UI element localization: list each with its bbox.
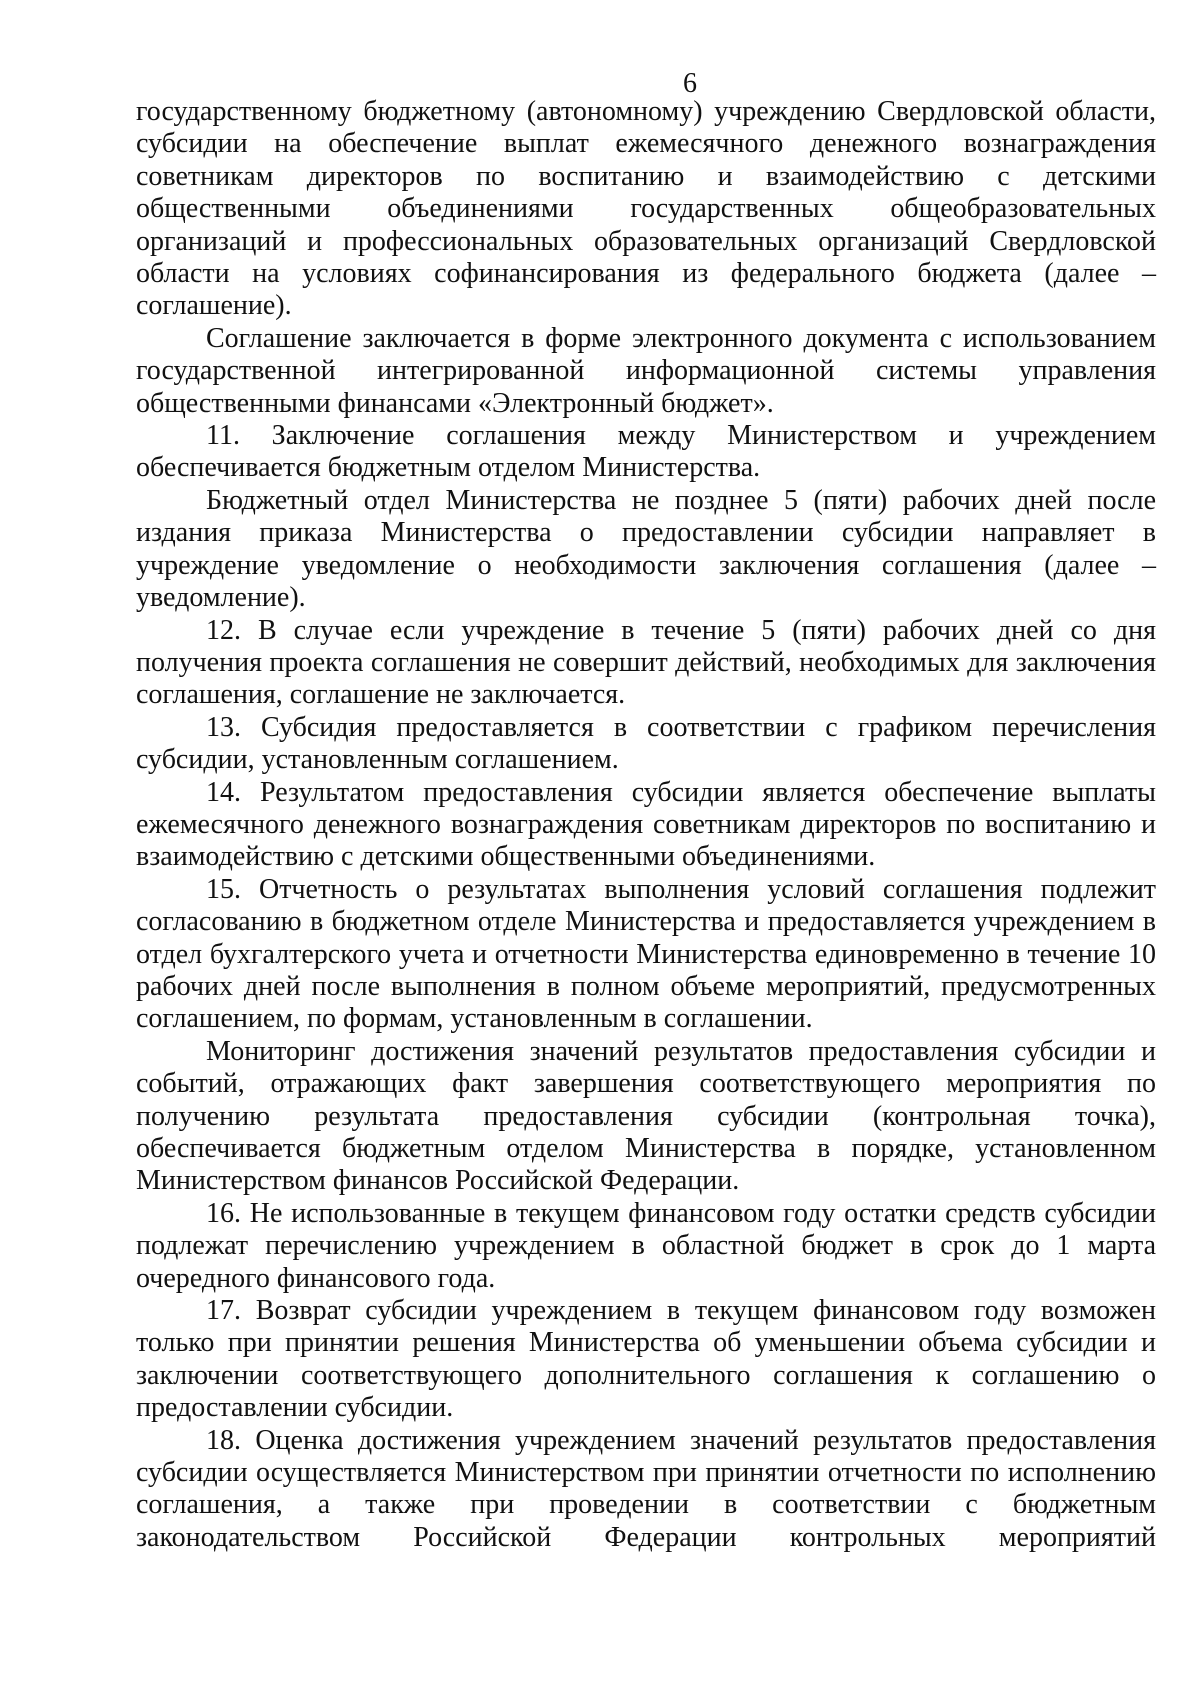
paragraph-item-16: 16. Не использованные в текущем финансовом году остатки средств субсидии подлежат перечислению учреждением в областной бюджет в срок до 1 марта очередного финансового года. [136,1197,1156,1294]
paragraph-item-15-monitoring: Мониторинг достижения значений результатов предоставления субсидии и событий, отражающих факт завершения соответствующего мероприятия по получению результата предоставления субсидии (контрольная точка), обеспечивается бюджетным отделом Министерства в порядке, установленном Министерством финансов Российской Федерации. [136,1035,1156,1197]
paragraph-item-18: 18. Оценка достижения учреждением значений результатов предоставления субсидии осуществляется Министерством при принятии отчетности по исполнению соглашения, а также при проведении в соответствии с бюджетным законодательством Российской Федерации контрольных мероприятий [136,1424,1156,1553]
paragraph-electronic-form: Соглашение заключается в форме электронного документа с использованием государственной интегрированной информационной системы управления общественными финансами «Электронный бюджет». [136,322,1156,419]
paragraph-item-14: 14. Результатом предоставления субсидии является обеспечение выплаты ежемесячного денежного вознаграждения советникам директоров по воспитанию и взаимодействию с детскими общественными объединениями. [136,776,1156,873]
page-number: 6 [683,68,697,99]
paragraph-item-15: 15. Отчетность о результатах выполнения условий соглашения подлежит согласованию в бюджетном отделе Министерства и предоставляется учреждением в отдел бухгалтерского учета и отчетности Министерства единовременно в течение 10 рабочих дней после выполнения в полном объеме мероприятий, предусмотренных соглашением, по формам, установленным в соглашении. [136,873,1156,1035]
document-body [136,96,1156,1554]
paragraph-item-12: 12. В случае если учреждение в течение 5 (пяти) рабочих дней со дня получения проекта соглашения не совершит действий, необходимых для заключения соглашения, соглашение не заключается. [136,614,1156,711]
paragraph-item-13: 13. Субсидия предоставляется в соответствии с графиком перечисления субсидии, установленным соглашением. [136,711,1156,776]
paragraph-item-11: 11. Заключение соглашения между Министерством и учреждением обеспечивается бюджетным отделом Министерства. [136,420,1156,484]
paragraph-continuation: государственному бюджетному (автономному) учреждению Свердловской области, субсидии на обеспечение выплат ежемесячного денежного вознаграждения советникам директоров по воспитанию и взаимодействию с детскими общественными объединениями государственных общеобразовательных организаций и профессиональных образовательных организаций Свердловской области на условиях софинансирования из федерального бюджета (далее – соглашение). [136,96,1156,322]
paragraph-item-17: 17. Возврат субсидии учреждением в текущем финансовом году возможен только при принятии решения Министерства об уменьшении объема субсидии и заключении соответствующего дополнительного соглашения к соглашению о предоставлении субсидии. [136,1295,1156,1424]
paragraph-item-11-notice: Бюджетный отдел Министерства не позднее 5 (пяти) рабочих дней после издания приказа Министерства о предоставлении субсидии направляет в учреждение уведомление о необходимости заключения соглашения (далее – уведомление). [136,484,1156,614]
